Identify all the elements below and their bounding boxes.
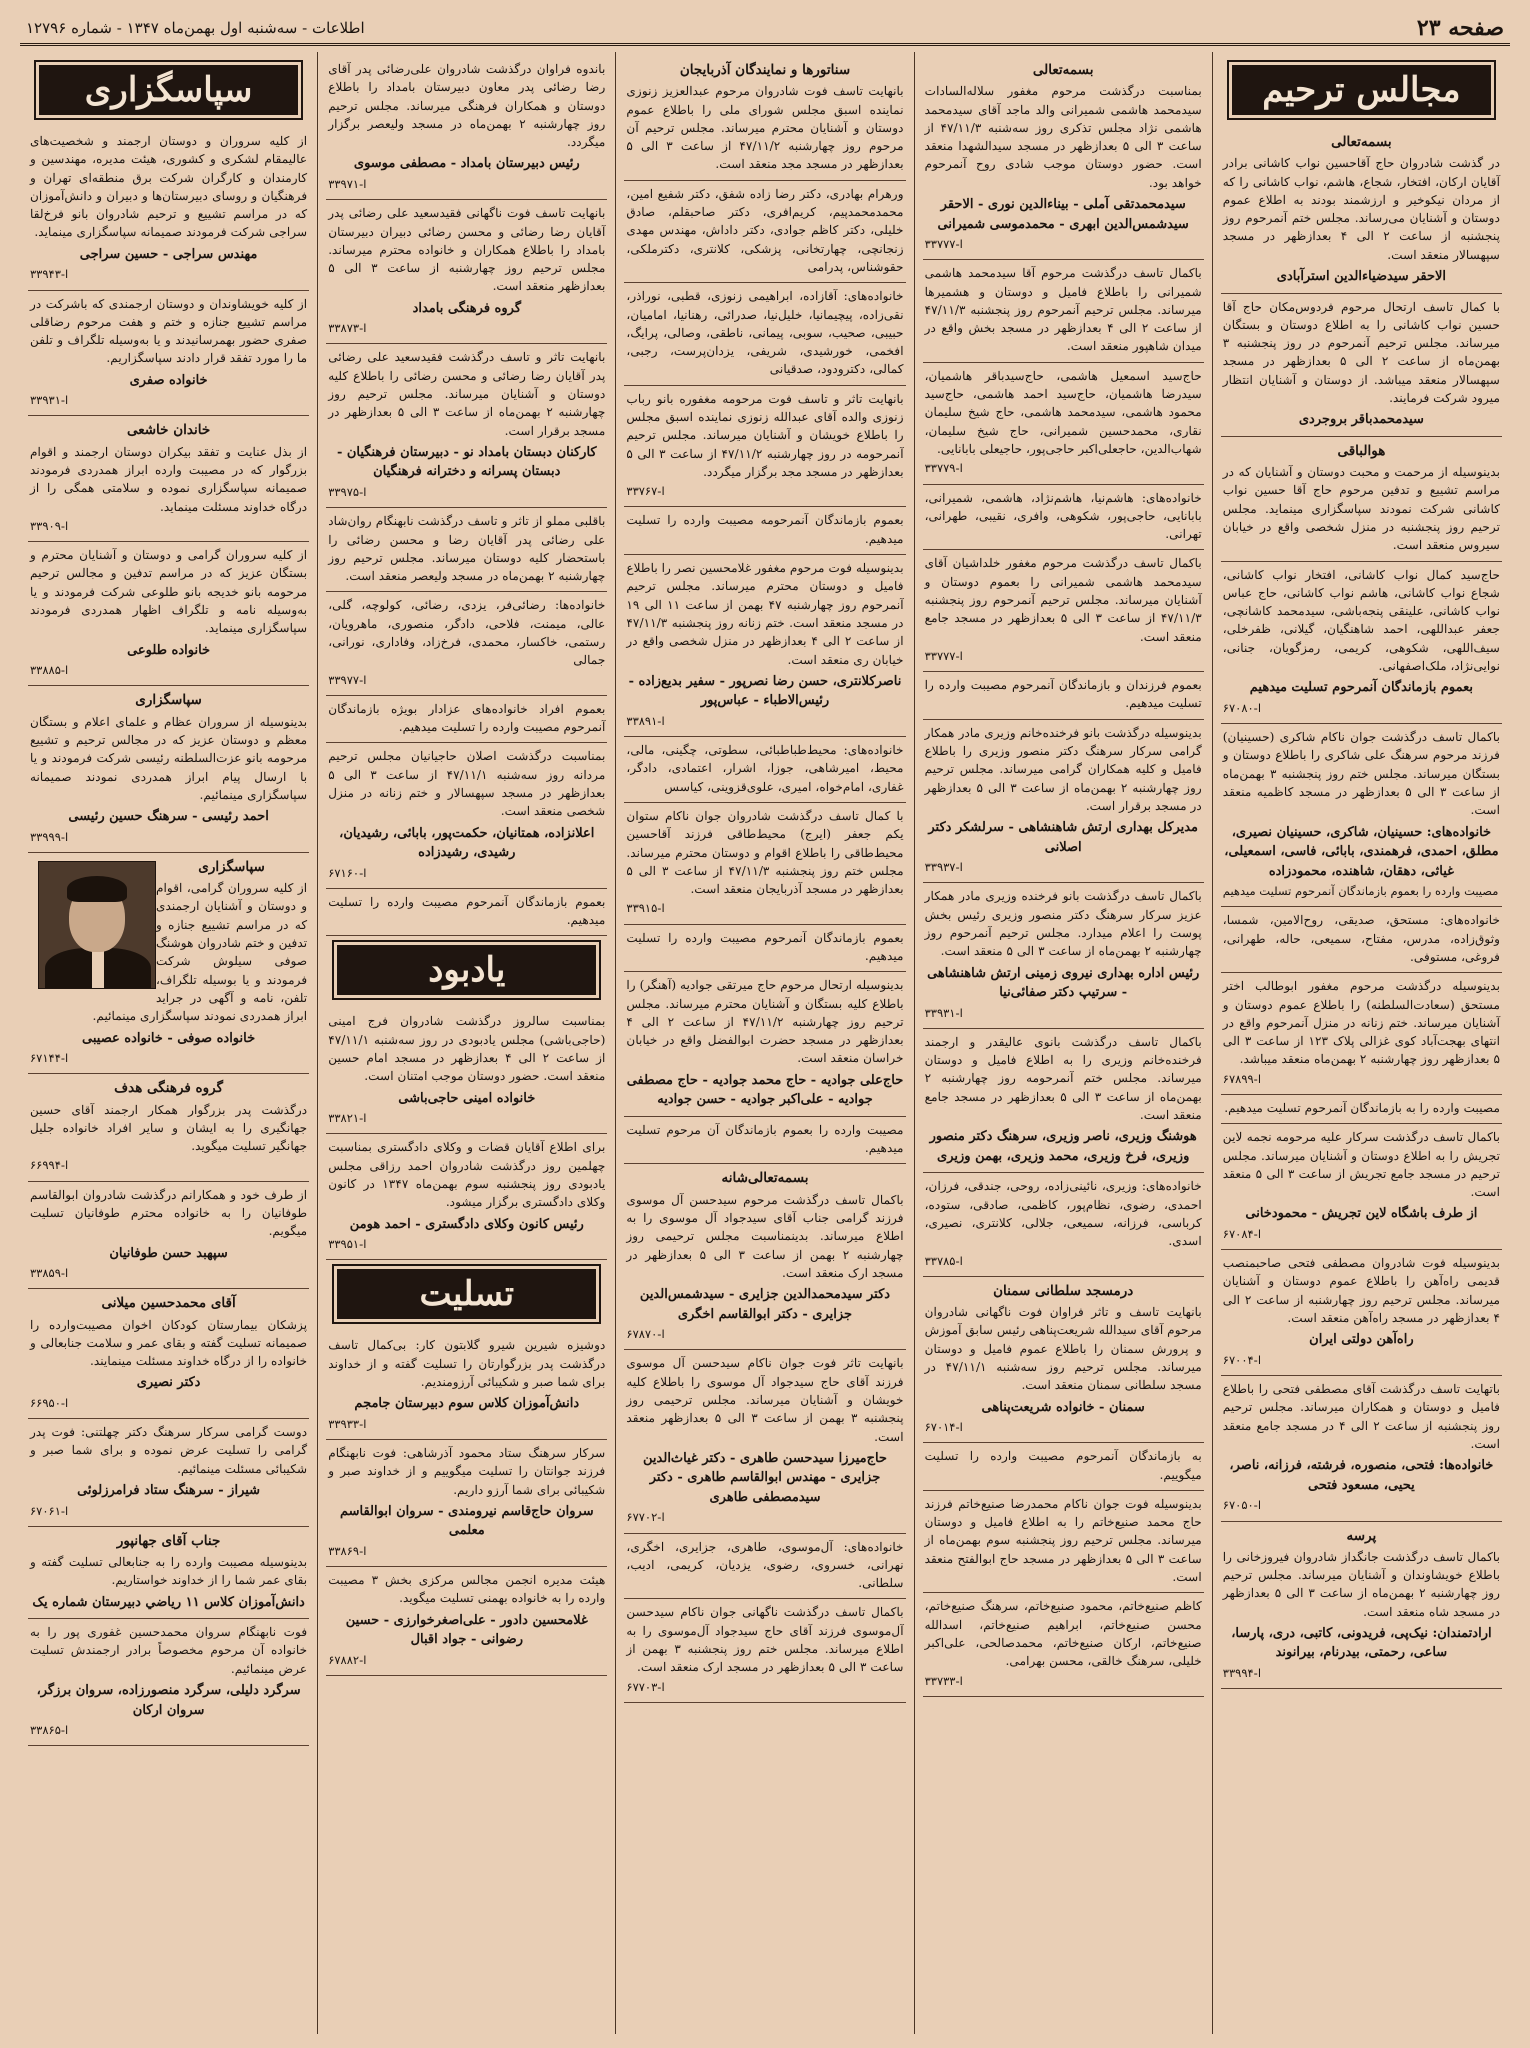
notice-body: باکمال تاسف درگذشت مرحوم آقا سیدمحمد هاشمی شمیرانی را باطلاع فامیل و دوستان و هشمیرها میرساند. مجلس ترحیم آنمرحوم روز پنجشنبه ۴۷/۱۱/۳ از ساعت ۲ الی ۴ بعدازظهر در مسجد بخش واقع در میدان شاهپور منعقد است. (924, 266, 1202, 354)
column-1 (1212, 52, 1510, 2034)
notice-body: باتهایت تاسف درگذشت آقای مصطفی فتحی را باطلاع فامیل و دوستان و همکاران میرساند. مجلس ترحیم روز پنجشنبه از ساعت ۲ الی ۴ در مسجد جامع منعقد است. (1222, 1382, 1500, 1451)
notice-body: بانهایت تاثر فوت جوان ناکام سیدحسن آل موسوی فرزند آقای حاج سیدجواد آل موسوی را باطلاع کلیه خویشان و آشنایان میرساند. مجلس ترحیمی روز پنجشنبه ۳ بهمن از ساعت ۳ الی ۵ بعدازظهر منعقد است. (626, 1356, 904, 1444)
notice-block (624, 737, 905, 803)
notice-sign: ناصرکلانتری، حسن رضا نصرپور - سفیر بدیع‌زاده - رئیس‌الاطباء - عباس‌پور (628, 673, 902, 709)
notice-code: ۶۷۰۱۴-ا (924, 1420, 963, 1435)
notice-body: بعموم بازماندگان آنمرحوم مصیبت وارده را تسلیت میدهیم. (328, 894, 606, 928)
notice-body: سرکار سرهنگ ستاد محمود آذرشاهی: فوت نابهنگام فرزند جوانتان را تسلیت میگوییم و از خداوند صبر و شکیبائی برای شما آرزو داریم. (328, 1445, 606, 1497)
notice-block (326, 1332, 607, 1440)
notice-block (326, 508, 607, 592)
notice-body: به بازماندگان آنمرحوم مصیبت وارده را تسلیت میگوییم. (924, 1449, 1202, 1482)
notice-sign: خانواده طلوعی (127, 642, 211, 658)
notice-code: ۶۶۹۵۰-ا (29, 1395, 69, 1410)
notice-block (1221, 907, 1502, 973)
notice-block (326, 1567, 607, 1676)
notice-code: ۳۳۷۶۷-ا (626, 484, 665, 499)
notices-col4-memorial (326, 1008, 607, 1260)
notice-head: گروه فرهنگی هدف (114, 1080, 224, 1097)
notice-code: ۳۳۹۷۷-ا (328, 672, 367, 687)
notice-block (923, 672, 1204, 720)
notice-body: خانواده‌ها: رضائی‌فر، یزدی، رضائی، کولوچه، گلی، عالی، میمنت، فلاحی، دادگر، منصوری، ماهرویان، رستمی، خاکسار، محمدی، فرخ‌زاد، وفاداری، نورانی، جمالی (328, 598, 606, 668)
notice-block (923, 550, 1204, 672)
notice-code: ۳۳۸۵۹-ا (29, 1266, 69, 1281)
notice-block (1221, 437, 1502, 562)
notice-body: باکمال تاسف درگذشت بانوی عالیقدر و ارجمند فرخنده‌خانم وزیری را به اطلاع فامیل و دوستان میرساند. مجلس ختم آنمرحومه روز چهارشنبه ۲ بهمن‌ماه از ساعت ۳ الی ۵ بعدازظهر در مسجد جامع منعقد است. (924, 1034, 1202, 1123)
notice-body: حاج‌سید اسمعیل هاشمی، حاج‌سیدباقر هاشمیان، سیدرضا هاشمیان، حاج‌سید احمد هاشمی، حاج‌سید محمود هاشمی، سیدمحمد هاشمی، حاج شیخ سلیمان نقاری، محمدحسین شمیرانی، حاج شیخ سلیمان، شهاب‌الدین، حاجعلی‌اکبر حاجی‌پور، حاجیعلی بابانایی. (924, 368, 1202, 456)
portrait-photo (38, 861, 156, 989)
notice-body: بانهایت تاثر و تاسف درگذشت فقیدسعید علی رضائی پدر آقایان رضا رضائی و محسن رضائی را باطلاع کلیه دوستان و آشنایان میرساند. مجلس ترحیم روز چهارشنبه ۲ بهمن‌ماه از ساعت ۳ الی ۵ بعدازظهر در مسجد برقرار است. (328, 350, 606, 438)
notice-block (326, 1440, 607, 1567)
notice-body: درگذشت پدر بزرگوار همکار ارجمند آقای حسین جهانگیری را به ایشان و سایر افراد خانواده جلیل جهانگیر تسلیت میگوید. (29, 1102, 308, 1154)
notice-body: با کمال تاسف درگذشت شادروان جوان ناکام ستوان یکم جعفر (ایرج) محیط‌طاقی فرزند آقاحسین محیط‌طاقی را باطلاع اقوام و دوستان محترم میرساند. مجلس ختم روز پنجشنبه ۴۷/۱۱/۳ از ساعت ۳ الی ۵ بعدازظهر در مسجد آذربایجان منعقد است. (626, 808, 904, 897)
notice-body: بانهایت تاسف فوت ناگهانی فقیدسعید علی رضائی پدر آقایان رضا رضائی و محسن رضائی دبیران دبیرستان بامداد را باطلاع همکاران و خانواده محترم میرساند. مجلس ترحیم روز چهارشنبه از ساعت ۳ الی ۵ بعدازظهر منعقد است. (328, 206, 606, 294)
notices-col4-condolence (326, 1332, 607, 1676)
notice-block (624, 181, 905, 283)
notice-code: ۳۳۹۷۱-ا (328, 176, 367, 191)
notice-block (326, 344, 607, 508)
notice-body: خانواده‌های: مستحق، صدیقی، روح‌الامین، شمسا، وثوق‌زاده، مدرس، مفتاح، سمیعی، حاله، طهرانی، فروغی، مستوفی. (1222, 913, 1500, 964)
notice-block (326, 696, 607, 744)
notice-sign: مهندس سراجی - حسین سراجی (79, 246, 258, 262)
notice-code: ۶۷۸۷۰-ا (626, 1327, 665, 1342)
notice-head: خاندان خاشعی (126, 422, 211, 439)
notice-code: ۳۳۹۳۱-ا (29, 393, 69, 408)
notice-body: باکمال تاسف درگذشت ناگهانی جوان ناکام سیدحسن آل‌موسوی فرزند آقای حاج سیدجواد آل‌موسوی را به اطلاع میرساند. مجلس ختم روز پنجشنبه ۳ بهمن از ساعت ۳ الی ۵ بعدازظهر در مسجد ارک منعقد است. (626, 1605, 904, 1675)
notice-block (923, 363, 1204, 485)
notice-block (1221, 1250, 1502, 1376)
notice-sign: سیدمحمدتقی آملی - بیناءالدین نوری - الاحقر سیدشمس‌الدین ابهری - محمدموسی شمیرانی (937, 197, 1189, 232)
notice-body: خانواده‌های: آل‌موسوی، طاهری، جزایری، اخگری، نهرانی، خسروی، رضوی، یزدیان، کریمی، ادیب، سلطانی. (626, 1539, 904, 1591)
notice-block (923, 720, 1204, 884)
notice-block (28, 291, 309, 417)
notice-sign: سپهبد حسن طوفانیان (109, 1245, 228, 1261)
notice-code: ۳۳۹۳۱-ا (924, 1005, 963, 1020)
notice-code: ۳۳۹۹۴-ا (1222, 1665, 1262, 1680)
notice-code: ۳۳۸۲۱-ا (328, 1111, 367, 1126)
notice-body: بدینوسیله فوت جوان ناکام محمدرضا صنیع‌خاتم فرزند حاج محمد صنیع‌خاتم را به اطلاع فامیل و دوستان میرساند. مجلس ترحیم روز پنجشنبه سوم بهمن‌ماه از ساعت ۳ الی ۵ بعدازظهر در مسجد حاج ابوالفتح منعقد است. (924, 1496, 1202, 1585)
notice-body: بعموم افراد خانواده‌های عزادار بویژه بازماندگان آنمرحوم مصیبت وارده را تسلیت میدهیم. (328, 701, 606, 735)
notice-body: از کلیه خویشاوندان و دوستان ارجمندی که باشرکت در مراسم تشییع جنازه و ختم و هفت مرحوم رضا‌قلی صفری حضور بهمرسانیدند و یا به‌وسیله تلگراف و تلفن ما را مورد تفقد قرار دادند سپاسگزاریم. (29, 296, 308, 366)
notice-sign: دکتر نصیری (136, 1375, 201, 1391)
notice-code: ۳۳۹۷۵-ا (328, 484, 367, 499)
notice-code: ۳۳۹۰۹-ا (29, 518, 69, 533)
notice-block (1221, 1124, 1502, 1250)
notice-block (624, 925, 905, 973)
notice-block (624, 555, 905, 737)
notice-sign: رئیس دبیرستان بامداد - مصطفی موسوی (353, 156, 580, 172)
notice-block (28, 1527, 309, 1619)
notice-code: ۳۳۹۳۷-ا (924, 860, 963, 875)
notice-block (28, 1619, 309, 1746)
notice-sign: از طرف باشگاه لاین تجریش - محمودخانی (1245, 1206, 1478, 1222)
notice-body: پزشکان بیمارستان کودکان اخوان مصیبت‌وارده را صمیمانه تسلیت گفته و بقای عمر و سلامت جنابعالی و خانواده را از درگاه خداوند مسئلت مینمایند. (29, 1317, 308, 1369)
notice-block (326, 592, 607, 695)
notice-block (326, 56, 607, 200)
notice-code: ۳۳۹۵۱-ا (328, 1237, 367, 1252)
notice-body: بانهایت تاثر و تاسف فوت مرحومه مغفوره بانو رباب زنوزی والده آقای عبدالله زنوزی نماینده اسبق مجلس را باطلاع خویشان و آشنایان میرساند. مجلس ترحیم آنمرحومه در روز چهارشنبه ۴۷/۱۱/۲ از ساعت ۳ الی ۵ بعدازظهر در مسجد مجد برگزار میگردد. (626, 391, 904, 479)
notice-body: باکمال تاسف درگذشت جانگداز شادروان فیروزخانی را باطلاع خویشاوندان و آشنایان میرساند. مجلس ترحیم روز چهارشنبه ۲ بهمن‌ماه از ساعت ۳ الی ۵ بعدازظهر در مسجد شاه منعقد است. (1222, 1549, 1500, 1619)
notice-sign: کارکنان دبستان بامداد نو - دبیرستان فرهنگیان - دبستان پسرانه و دخترانه فرهنگیان (336, 444, 597, 480)
notice-head: هوالباقی (1337, 442, 1386, 459)
notice-body: از کلیه سروران گرامی و دوستان و آشنایان محترم و بستگان عزیز که در مراسم تدفین و مجالس ترحیم مرحومه بانو خدیجه بانو طلوعی شرکت فرمودند و یا به‌وسیله نامه و تلگراف اظهار همدردی فرمودند سپاسگزاری مینماید. (29, 548, 308, 636)
notice-body: بمناسبت درگذشت اصلان حاجیانیان مجلس ترحیم مردانه روز سه‌شنبه ۴۷/۱۱/۱ از ساعت ۳ الی ۵ بعدازظهر در مسجد سپهسالار و ختم زنانه در منزل شخصی منعقد است. (328, 749, 606, 819)
notice-sign: خانواده صوفی - خانواده عصیبی (82, 1030, 256, 1046)
notice-body: بدینوسیله مصیبت وارده را به جنابعالی تسلیت گفته و بقای عمر شما را از خداوند خواستاریم. (29, 1555, 308, 1588)
notice-block (923, 485, 1204, 551)
notice-block (923, 1173, 1204, 1276)
notice-block (923, 1277, 1204, 1443)
notice-body: بمناسبت سالروز درگذشت شادروان فرج امینی (حاجی‌باشی) مجلس یادبودی در روز سه‌شنبه ۴۷/۱۱/۱ از ساعت ۲ الی ۴ بعدازظهر در مسجد امام حسین منعقد است. حضور دوستان موجب امتنان است. (328, 1014, 606, 1084)
notice-body: بدینوسیله از سروران عظام و علمای اعلام و بستگان معظم و دوستان عزیز که در مجالس ترحیم و تشییع مرحومه بانو عزت‌السلطنه رئیسی شرکت فرمودند و یا با ارسال پیام ابراز همدردی نمودند صمیمانه سپاسگزاری مینمائیم. (29, 714, 308, 802)
notice-body: باکمال تاسف درگذشت مرحوم سیدحسن آل موسوی فرزند گرامی جناب آقای سیدجواد آل موسوی را به اطلاع میرساند. بدینمناسبت مجلس ترحیمی روز چهارشنبه ۲ بهمن از ساعت ۳ الی ۵ بعدازظهر در مسجد ارک منعقد است. (626, 1192, 904, 1280)
notice-sign: حاج‌میرزا سیدحسن طاهری - دکتر غیاث‌الدین جزایری - مهندس ابوالقاسم طاهری - دکتر سیدمصطفی طاهری (643, 1450, 887, 1505)
notice-block (624, 56, 905, 181)
notice-body: باقلبی مملو از تاثر و تاسف درگذشت نابهنگام روان‌شاد علی رضائی پدر آقایان رضا و محسن رضائی را باستحضار کلیه دوستان میرساند. مجلس ترحیم روز چهارشنبه ۲ بهمن‌ماه در مسجد ولیعصر منعقد است. (328, 514, 606, 584)
notice-head: پرسه (1346, 1527, 1377, 1544)
notices-col1 (1221, 128, 1502, 1689)
column-3 (615, 52, 913, 2034)
notice-block (1221, 1095, 1502, 1124)
column-4 (317, 52, 615, 2034)
notice-head: جناب آقای جهانپور (116, 1532, 221, 1549)
page-columns (20, 52, 1510, 2034)
notice-body: بدینوسیله درگذشت بانو فرخنده‌خانم وزیری مادر همکار گرامی سرکار سرهنگ دکتر منصور وزیری را باطلاع فامیل و کلیه همکاران گرامی میرساند. مجلس ترحیم روز چهارشنبه ۲ بهمن‌ماه از ساعت ۳ الی ۵ بعدازظهر در مسجد برقرار است. (924, 725, 1202, 813)
notice-code: ۳۳۸۶۹-ا (328, 1543, 367, 1558)
section-banner-memorial: یادبود (332, 940, 601, 1000)
notice-sign: سرگرد دلیلی، سرگرد منصورزاده، سروان برزگر، سروان ارکان (36, 1683, 301, 1718)
notice-body: مصیبت وارده را به بازماندگان آنمرحوم تسلیت میدهیم. (1224, 1100, 1500, 1115)
notice-body: بانهایت تاسف و تاثر فراوان فوت ناگهانی شادروان مرحوم آقای سیدالله شریعت‌پناهی رئیس سابق آموزش و پرورش سمنان را باطلاع عموم فامیل و دوستان میرساند. مجلس ترحیم روز سه‌شنبه ۴۷/۱۱/۱ در مسجد سلطانی سمنان منعقد است. (924, 1305, 1202, 1393)
notice-block (923, 1029, 1204, 1173)
notice-body: باکمال تاسف درگذشت مرحوم مغفور خلداشیان آقای سیدمحمد هاشمی شمیرانی را بعموم دوستان و آشنایان میرساند. مجلس ترحیم آنمرحوم روز پنجشنبه ۴۷/۱۱/۳ از ساعت ۳ الی ۵ بعدازظهر در مسجد جامع منعقد است. (924, 556, 1202, 644)
notice-body: بدینوسیله فوت شادروان مصطفی فتحی صاحبمنصب قدیمی راه‌آهن را باطلاع عموم دوستان و آشنایان میرساند. مجلس ترحیم روز چهارشنبه از ساعت ۲ الی ۴ بعدازظهر در مسجد راه‌آهن منعقد است. (1222, 1256, 1500, 1326)
notice-head: بسمه‌تعالی‌شانه (721, 1170, 809, 1187)
notice-block (624, 803, 905, 925)
column-2 (914, 52, 1212, 2034)
notice-code: ۳۳۷۷۷-ا (924, 237, 963, 252)
notice-sign: حاج‌علی جوادیه - حاج محمد جوادیه - حاج مصطفی جوادیه - علی‌اکبر جوادیه - حسن جوادیه (626, 1072, 904, 1108)
notice-block (1221, 724, 1502, 907)
notice-head: بسمه‌تعالی (1032, 62, 1094, 78)
notice-code: ۳۳۹۴۳-ا (29, 267, 69, 282)
notice-block (1221, 128, 1502, 294)
notice-sign: شیراز - سرهنگ ستاد فرامرزلوئی (77, 1483, 261, 1499)
notice-block (1221, 562, 1502, 725)
notice-code: ۳۳۸۶۵-ا (29, 1723, 69, 1738)
notice-code: ۳۳۷۳۳-ا (924, 1673, 963, 1688)
notice-sign: سروان حاج‌قاسم نیرومندی - سروان ابوالقاسم معلمی (339, 1503, 594, 1539)
notice-body: باکمال تاسف درگذشت سرکار علیه مرحومه نجمه لاین تجریش را به اطلاع دوستان و آشنایان میرساند. مجلس ترحیم در مسجد جامع تجریش از ساعت ۳ الی ۵ منعقد است. (1222, 1130, 1500, 1200)
notice-body: هیئت مدیره انجمن مجالس مرکزی بخش ۳ مصیبت وارده را به خانواده بهمنی تسلیت میگوید. (328, 1573, 606, 1606)
notice-body: بعموم بازماندگان آنمرحومه مصیبت وارده را تسلیت میدهیم. (626, 513, 904, 546)
notice-body: بعموم فرزندان و بازماندگان آنمرحوم مصیبت وارده را تسلیت میدهیم. (924, 678, 1202, 711)
notice-sign: اعلانزاده، همتانیان، حکمت‌پور، بابائی، رشیدیان، رشیدی، رشیدزاده (339, 825, 595, 861)
notice-body: خانواده‌های: وزیری، نائینی‌زاده، روحی، جندقی، فرزان، احمدی، رضوی، نظام‌پور، کاظمی، صادقی، ستوده، کرباسی، فرزانه، سمیعی، جلالی، کلانتری، نصیری، اسدی. (924, 1179, 1202, 1249)
notice-body: بدینوسیله فوت مرحوم مغفور غلامحسین نصر را باطلاع فامیل و دوستان محترم میرساند. مجلس ترحیم آنمرحوم روز چهارشنبه ۴۷ بهمن از ساعت ۱۱ الی ۱۹ در مسجد منعقد است. ختم زنانه روز پنجشنبه ۴۷/۱۱/۳ از ساعت ۲ الی ۴ بعدازظهر در منزل شخصی واقع در خیابان ری منعقد است. (626, 561, 904, 667)
notice-head: سپاسگزاری (198, 858, 265, 875)
notice-block (923, 1443, 1204, 1491)
notice-block (326, 200, 607, 344)
notice-code: ۶۷۷۰۳-ا (626, 1679, 665, 1694)
notice-sign: گروه فرهنگی بامداد (412, 300, 522, 316)
notice-code: ۳۳۹۳۳-ا (328, 1416, 367, 1431)
notice-code: ۳۳۹۹۹-ا (29, 829, 69, 844)
notice-body: ورهرام بهادری، دکتر رضا زاده شفق، دکتر شفیع امین، محمدمحمدپیم، کریم‌افری، دکتر صاحبقلم، صادق خلیلی، دکتر کاظم جوادی، دکتر داداش، مهندس مهدی زنجانچی، چهارتخانی، پزشکی، کلانتری، دکترملکی، حقوشناس، پدرامی (626, 186, 904, 274)
notice-head: سپاسگزاری (135, 692, 202, 709)
notice-code: ۶۷۰۸۰-ا (1222, 700, 1262, 715)
notice-block (1221, 973, 1502, 1095)
notice-code: ۶۷۱۴۴-ا (29, 1051, 69, 1065)
notice-block (624, 1350, 905, 1533)
notice-sign: دکتر سیدمحمدالدین جزایری - سیدشمس‌الدین جزایری - دکتر ابوالقاسم اخگری (639, 1287, 891, 1322)
notice-block (923, 883, 1204, 1028)
notice-block (326, 743, 607, 888)
notice-body: برای اطلاع آقایان قضات و وکلای دادگستری بمناسبت چهلمین روز درگذشت شادروان احمد رزاقی مجلس یادبودی روز پنجشنبه سوم بهمن‌ماه ۱۳۴۷ در کانون وکلای دادگستری برگزار میشود. (328, 1140, 606, 1210)
notice-body: بدینوسیله از مرحمت و محبت دوستان و آشنایان که در مراسم تشییع و تدفین مرحوم حاج آقا حسین نواب کاشانی شرکت نمودند سپاسگزاری مینماید. مجلس ترحیم روز پنجشنبه در منزل شخصی واقع در خیابان سیروس منعقد است. (1222, 465, 1500, 553)
notice-block (1221, 294, 1502, 437)
notice-code: ۶۷۰۰۴-ا (1222, 1352, 1262, 1367)
notice-body: باکمال تاسف درگذشت جوان ناکام شاکری (حسینیان) فرزند مرحوم سرهنگ علی شاکری را باطلاع دوستان و بستگان میرساند. مجلس ختم روز پنجشنبه ۳ بهمن‌ماه از ساعت ۳ الی ۵ بعدازظهر در مسجد کاظمیه منعقد است. (1222, 730, 1500, 818)
notice-code: ۶۷۰۵۰-ا (1222, 1498, 1262, 1513)
notice-block (28, 128, 309, 291)
notice-head: سناتورها و نمایندگان آذربایجان (679, 62, 851, 78)
notice-block (28, 1182, 309, 1290)
section-banner-condolence: تسلیت (332, 1264, 601, 1324)
notice-body: بمناسبت درگذشت مرحوم مغفور سلاله‌السادات سیدمحمد هاشمی شمیرانی والد ماجد آقای سیدمحمد هاشمی نژاد مجلس تذکری روز سه‌شنبه ۴۷/۱۱/۳ از ساعت ۳ الی ۵ بعدازظهر در مسجد سیدالشهدا منعقد است. حضور دوستان موجب شادی روح آنمرحوم خواهد بود. (924, 84, 1202, 190)
notices-col5 (28, 128, 309, 1746)
notice-sign: خانواده صفری (129, 372, 208, 388)
notice-code: ۳۳۹۱۵-ا (626, 901, 665, 916)
notice-code: ۶۷۸۸۲-ا (328, 1652, 367, 1667)
notices-col4 (326, 56, 607, 936)
notice-block (624, 1534, 905, 1600)
notice-block (923, 1593, 1204, 1696)
notice-block (28, 1074, 309, 1181)
notice-block (624, 1164, 905, 1350)
notice-block (326, 1008, 607, 1134)
notice-code: ۳۳۸۹۱-ا (626, 713, 665, 728)
notice-head: آقای محمدحسین میلانی (101, 1295, 236, 1312)
notice-body: بدینوسیله ارتحال مرحوم حاج میرتقی جوادیه (آهنگر) را باطلاع کلیه بستگان و آشنایان محترم میرساند. مجلس ترحیم روز چهارشنبه ۴۷/۱۱/۲ از ساعت ۲ الی ۴ بعدازظهر در مسجد حضرت ابوالفضل واقع در خیابان خراسان منعقد است. (626, 978, 904, 1066)
notice-sign: دانش‌آموزان کلاس سوم دبیرستان جامجم (354, 1396, 580, 1412)
notice-code: ۳۳۷۷۹-ا (924, 461, 963, 476)
notice-body: خانواده‌های: محیط‌طباطبائی، سطوتی، چگینی، مالی، محیط، امیرشاهی، جوزا، اشرار، اعتمادی، دادگر، غفاری، امام‌خواه، امیری، علوی‌قزوینی، کیاسس (626, 743, 904, 794)
notice-body: بعموم بازماندگان آنمرحوم مصیبت وارده را تسلیت میدهیم. (626, 930, 904, 963)
notice-body: با کمال تاسف ارتحال مرحوم فردوس‌مکان حاج آقا حسین نواب کاشانی را به اطلاع دوستان و بستگان میرساند. مجلس ترحیم آنمرحوم در روز پنجشنبه ۳ بهمن‌ماه از ساعت ۲ الی ۵ بعدازظهر در مسجد سپهسالار منعقد میباشد. از دوستان و آشنایان انتظار میرود شرکت فرمایند. (1222, 299, 1500, 406)
notice-body: از طرف خود و همکارانم درگذشت شادروان ابوالقاسم طوفانیان را به خانواده محترم طوفانیان تسلیت میگویم. (29, 1187, 308, 1239)
notice-block (28, 542, 309, 686)
notice-body: از بذل عنایت و تفقد بیکران دوستان ارجمند و اقوام بزرگوار که در مصیبت وارده ابراز همدردی فرمودند صمیمانه سپاسگزاری نموده و سلامتی همگی را از درگاه خداوند مسئلت مینماید. (29, 444, 308, 514)
notice-block (923, 1491, 1204, 1593)
notice-sign: خانواده‌های: حسینیان، شاکری، حسینیان نصیری، مطلق، احمدی، فرهمندی، بابائی، فاسی، اسمعیلی، غیاثی، دهقان، شاهنده، محمودزاده (1224, 824, 1499, 879)
notice-body: دوست گرامی سرکار سرهنگ دکتر چهلتنی: فوت پدر گرامی را تسلیت عرض نموده و برای شما صبر و شکیبائی مسئلت مینمائیم. (29, 1425, 308, 1476)
notice-block (326, 1134, 607, 1260)
notice-block (923, 260, 1204, 362)
notice-code: ۶۷۸۹۹-ا (1222, 1071, 1262, 1086)
notice-code: ۶۷۰۸۴-ا (1222, 1226, 1262, 1241)
notice-body: بانهایت تاسف فوت شادروان مرحوم عبدالعزیز زنوزی نماینده اسبق مجلس شورای ملی را باطلاع عموم دوستان و آشنایان محترم میرساند. مجلس ترحیم آن مرحوم روز چهارشنبه ۴۷/۱۱/۲ از ساعت ۳ الی ۵ بعدازظهر در مسجد مجد منعقد است. (626, 84, 904, 172)
notice-block (624, 1599, 905, 1702)
notice-body: از کلیه سروران و دوستان ارجمند و شخصیت‌های عالیمقام لشکری و کشوری، هیئت مدیره، مهندسین و کارمندان و کارگران شرکت برق منطقه‌ای تهران و فرهنگیان و روسای دبیرستان‌ها و دبیران و دانش‌آموزان که در مراسم تشییع و ترحیم شادروان بانو فرخ‌لقا سراجی شرکت فرمودند صمیمانه سپاسگزاری مینماید. (29, 134, 308, 240)
notices-col3 (624, 56, 905, 1703)
notice-code: ۳۳۸۷۳-ا (328, 321, 367, 336)
notice-body: کاظم صنیع‌خاتم، محمود صنیع‌خاتم، سرهنگ صنیع‌خاتم، محسن صنیع‌خاتم، ابراهیم صنیع‌خاتم، اسدالله صنیع‌خاتم، ارکان صنیع‌خاتم، محمدصالحی، علی‌اکبر خلیلی، سرهنگ خالقی، محسن بهرامی. (924, 1599, 1202, 1669)
notice-block (28, 853, 309, 1074)
notice-block (624, 1117, 905, 1165)
notice-sign: هوشنگ وزیری، ناصر وزیری، سرهنگ دکتر منصور وزیری، فرخ وزیری، محمد وزیری، بهمن وزیری (929, 1129, 1197, 1164)
notice-body: خانواده‌های: آقازاده، ابراهیمی زنوزی، قطبی، نوراذر، نقی‌زاده، پیچیمانیا، خلیل‌نیا، صدرائی، رهنانیا، امامیان، حبیبی، صحیب، سوبی، پیمانی، ناطقی، وصالی، پرایگ، افخمی، خورشیدی، شریفی، یزدان‌پرست، رجبی، کمالی، دکترودود، صدقیانی (626, 289, 904, 377)
notice-code: ۶۷۷۰۲-ا (626, 1510, 665, 1525)
notice-body: دوشیزه شیرین شیرو گلابتون کار: بی‌کمال تاسف درگذشت پدر بزرگوارتان را تسلیت گفته و از خداوند برای شما صبر و شکیبائی آرزومندیم. (328, 1338, 606, 1389)
notice-sign: رئیس کانون وکلای دادگستری - احمد هومن (349, 1216, 584, 1232)
notice-body: در گذشت شادروان حاج آقاحسین نواب کاشانی برادر آقایان ارکان، افتخار، شجاع، هاشم، نواب کاشانی را که از مردان نیکوخیر و ارزشمند بودند به اطلاع عموم دوستان و آشنایان می‌رساند. مجلس ختم آنمرحوم روز پنجشنبه از ساعت ۲ الی ۴ بعدازظهر در مسجد سپهسالار منعقد است. (1222, 156, 1500, 262)
notice-sign: احمد رئیسی - سرهنگ حسین رئیسی (68, 809, 269, 825)
notice-block (1221, 1376, 1502, 1521)
notice-block (923, 56, 1204, 260)
notice-block (1221, 1522, 1502, 1690)
notice-sign: غلامحسین دادور - علی‌اصغرخوارزی - حسین رضوانی - جواد اقبال (345, 1612, 588, 1648)
notice-block (28, 686, 309, 852)
notice-body: فوت نابهنگام سروان محمدحسین غفوری پور را به خانواده آن مرحوم مخصوصاً برادر ارجمندش تسلیت عرض مینمائیم. (29, 1625, 308, 1676)
notice-body: مصیبت وارده را بعموم بازماندگان آن مرحوم تسلیت میدهیم. (626, 1122, 904, 1156)
notice-sign: سمنان - خانواده شریعت‌پناهی (981, 1399, 1145, 1415)
notice-sign: سیدمحمدباقر بروجردی (1298, 412, 1424, 428)
notice-head: بسمه‌تعالی (1331, 134, 1392, 150)
column-5 (20, 52, 317, 2034)
notice-block (326, 889, 607, 937)
notice-sign: خانواده امینی حاجی‌باشی (398, 1090, 536, 1106)
notice-block (28, 416, 309, 542)
notice-block (624, 386, 905, 508)
notices-col2 (923, 56, 1204, 1697)
notice-block (624, 283, 905, 385)
notice-block (624, 507, 905, 555)
notice-code: ۶۷۱۶۰-ا (328, 865, 367, 880)
notice-code: ۳۳۷۷۷-ا (924, 648, 963, 663)
notice-body: حاج‌سید کمال نواب کاشانی، افتخار نواب کاشانی، شجاع نواب کاشانی، هاشم نواب کاشانی، حاج عباس نواب کاشانی، علینقی پنجه‌باشی، سیدمحمد کاشانچی، جعفر عبداللهی، احمد شاهنگیان، گیلانی، ظفرخلی، سیف‌اللهی، شکوهی، کریمی، رمزگویان، جنانی، نوایی‌نژاد، ملک‌اصفهانی. (1222, 567, 1500, 674)
notice-code: ۳۳۸۸۵-ا (29, 663, 69, 678)
notice-sign: بعموم بازماندگان آنمرحوم تسلیت میدهیم (1249, 680, 1474, 696)
notice-sign: راه‌آهن دولتی ایران (1309, 1332, 1414, 1348)
notice-head: درمسجد سلطانی سمنان (993, 1282, 1134, 1299)
notice-sign: الاحقر سیدضیاءالدین استرآبادی (1276, 269, 1446, 285)
notice-body: خانواده‌های: هاشم‌نیا، هاشم‌نژاد، هاشمی، شمیرانی، بابانایی، حاجی‌پور، شکوهی، وافری، نقیبی، طهرانی، تهرانی. (924, 490, 1202, 542)
notice-sign: مدیرکل بهداری ارتش شاهنشاهی - سرلشکر دکتر اصلانی (928, 820, 1199, 855)
notice-block (28, 1419, 309, 1527)
issue-line: اطلاعات - سه‌شنبه اول بهمن‌ماه ۱۳۴۷ - شماره ۱۲۷۹۶ (26, 18, 365, 37)
notice-body: باکمال تاسف درگذشت بانو فرخنده وزیری مادر همکار عزیز سرکار سرهنگ دکتر منصور وزیری رئیس بخش پوست را اعلام میدارد. مجلس ترحیم آنمرحوم روز چهارشنبه ۲ بهمن‌ماه از ساعت ۳ الی ۵ منعقد است. (924, 889, 1202, 959)
notice-code: ۳۳۷۸۵-ا (924, 1253, 963, 1268)
notice-sign: دانش‌آموزان کلاس ۱۱ رياضي دبيرستان شماره یک (32, 1594, 305, 1610)
notice-sign: خانواده‌ها: فتحی، منصوره، فرشته، فرزانه، ناصر، یحیی، مسعود فتحی (1229, 1458, 1494, 1493)
section-banner-thanks: سپاسگزاری (34, 60, 303, 120)
page-number: صفحه ۲۳ (1416, 14, 1504, 41)
notice-sign: ارادتمندان: نیک‌پی، فریدونی، کاتبی، دری، پارسا، ساعی، رحمتی، بیدرنام، بیرانوند (1231, 1625, 1492, 1661)
notice-sign: رئیس اداره بهداری نیروی زمینی ارتش شاهنشاهی - سرتیپ دکتر صفائی‌نیا (927, 965, 1200, 1001)
notice-code: مصیبت وارده را بعموم بازماندگان آنمرحوم تسلیت میدهیم (1222, 884, 1499, 899)
notice-body: باندوه فراوان درگذشت شادروان علی‌رضائی پدر آقای رضا رضائی پدر معاون دبیرستان بامداد را باطلاع دوستان و همکاران فرهنگی میرساند. مجلس ترحیم روز چهارشنبه ۲ بهمن‌ماه در مسجد ولیعصر برگزار میگردد. (328, 62, 606, 150)
notice-body: بدینوسیله درگذشت مرحوم مغفور ابوطالب اختر مستحق (سعادت‌السلطنه) را باطلاع عموم دوستان و آشنایان میرساند. ختم زنانه در منزل آنمرحوم واقع در انتهای بهجت‌آباد کوی غزالی پلاک ۱۲۳ از ساعت ۳ الی ۵ بعدازظهر روز چهارشنبه ۲ بهمن‌ماه منعقد میباشد. (1222, 979, 1500, 1067)
notice-block (28, 1289, 309, 1419)
notice-block (624, 972, 905, 1116)
notice-code: ۶۷۰۶۱-ا (29, 1503, 69, 1518)
notice-code: ۶۶۹۹۴-ا (29, 1158, 69, 1173)
notice-body: از کلیه سروران گرامی، اقوام و دوستان و آشنایان ارجمندی که در مراسم تشییع جنازه و تدفین و ختم شادروان هوشنگ صوفی سیلوش شرکت فرمودند و یا بوسیله تلگراف، تلفن، نامه و آگهی در جراید ابراز همدردی نمودند سپاسگزاری مینمائیم. (92, 881, 308, 1024)
masthead (20, 12, 1510, 46)
section-banner-mourning: مجالس ترحیم (1227, 60, 1496, 120)
